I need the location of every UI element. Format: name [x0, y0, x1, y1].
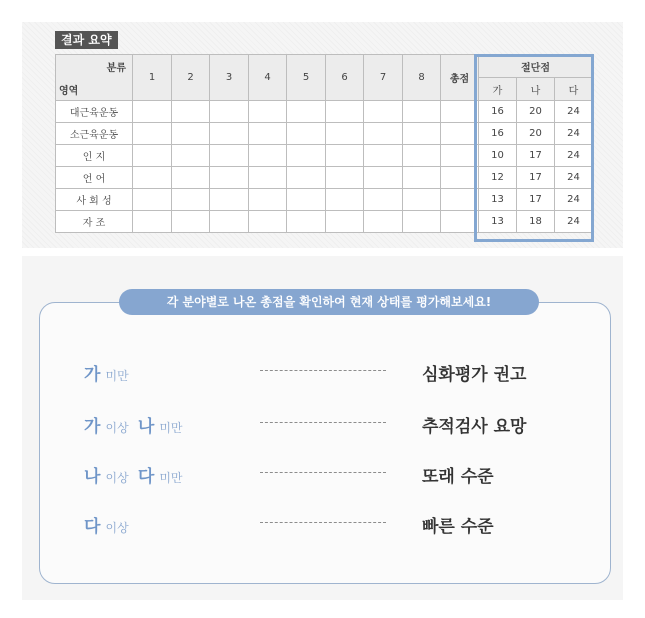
table-row	[56, 189, 593, 211]
table-row	[56, 167, 593, 189]
rule-qualifier: 이상	[105, 421, 129, 435]
rule-grade: 가	[84, 365, 101, 385]
area-label: 대근육운동	[56, 101, 133, 123]
area-label: 인 지	[56, 145, 133, 167]
score-cell[interactable]	[403, 167, 441, 189]
total-cell[interactable]	[441, 145, 479, 167]
score-cell[interactable]	[249, 145, 287, 167]
total-header: 총점	[441, 55, 479, 101]
guide-title: 각 분야별로 나온 총점을 확인하여 현재 상태를 평가해보세요!	[119, 289, 539, 315]
result-table	[55, 54, 593, 233]
score-cell[interactable]	[133, 211, 172, 233]
cutoff-value: 17	[517, 189, 555, 211]
score-cell[interactable]	[133, 145, 172, 167]
rule-result: 추적검사 요망	[422, 417, 527, 437]
rule-condition	[84, 412, 183, 437]
cutoff-value: 20	[517, 123, 555, 145]
cutoff-subheader: 나	[517, 78, 555, 101]
rule-result: 심화평가 권고	[422, 365, 527, 385]
table-row	[56, 123, 593, 145]
score-cell[interactable]	[364, 101, 403, 123]
guide-box	[39, 302, 611, 584]
score-cell[interactable]	[249, 101, 287, 123]
column-header: 8	[403, 55, 441, 101]
score-cell[interactable]	[287, 145, 326, 167]
evaluation-guide-panel	[22, 256, 623, 600]
score-cell[interactable]	[403, 189, 441, 211]
score-cell[interactable]	[249, 189, 287, 211]
score-cell[interactable]	[210, 145, 249, 167]
column-header: 5	[287, 55, 326, 101]
column-header: 3	[210, 55, 249, 101]
score-cell[interactable]	[287, 167, 326, 189]
cutoff-subheader: 다	[555, 78, 593, 101]
cutoff-value: 24	[555, 145, 593, 167]
total-cell[interactable]	[441, 211, 479, 233]
rule-condition	[84, 360, 129, 385]
cutoff-value: 18	[517, 211, 555, 233]
cutoff-value: 17	[517, 145, 555, 167]
table-row	[56, 101, 593, 123]
rule-grade: 나	[84, 467, 101, 487]
score-cell[interactable]	[326, 167, 364, 189]
rule-result: 빠른 수준	[422, 517, 494, 537]
total-cell[interactable]	[441, 167, 479, 189]
score-cell[interactable]	[364, 145, 403, 167]
total-cell[interactable]	[441, 101, 479, 123]
rule-grade: 다	[137, 467, 155, 487]
rule-qualifier: 미만	[105, 369, 129, 383]
score-cell[interactable]	[326, 101, 364, 123]
column-header: 1	[133, 55, 172, 101]
cutoff-value: 12	[479, 167, 517, 189]
column-header: 4	[249, 55, 287, 101]
score-cell[interactable]	[364, 123, 403, 145]
cutoff-value: 24	[555, 211, 593, 233]
score-cell[interactable]	[287, 123, 326, 145]
score-cell[interactable]	[133, 167, 172, 189]
table-row	[56, 145, 593, 167]
score-cell[interactable]	[249, 211, 287, 233]
rule-grade: 나	[137, 417, 155, 437]
rule-qualifier: 미만	[159, 471, 183, 485]
score-cell[interactable]	[210, 123, 249, 145]
score-cell[interactable]	[172, 189, 210, 211]
score-cell[interactable]	[172, 211, 210, 233]
dotted-leader	[260, 472, 386, 473]
score-cell[interactable]	[172, 167, 210, 189]
score-cell[interactable]	[364, 167, 403, 189]
score-cell[interactable]	[172, 145, 210, 167]
section-title: 결과 요약	[55, 31, 118, 49]
column-header: 6	[326, 55, 364, 101]
area-label: 소근육운동	[56, 123, 133, 145]
score-cell[interactable]	[210, 189, 249, 211]
score-cell[interactable]	[326, 189, 364, 211]
corner-label-area: 영역	[59, 86, 79, 97]
corner-label-category: 분류	[106, 63, 126, 74]
cutoff-value: 20	[517, 101, 555, 123]
dotted-leader	[260, 370, 386, 371]
score-cell[interactable]	[249, 123, 287, 145]
score-cell[interactable]	[210, 101, 249, 123]
score-cell[interactable]	[287, 189, 326, 211]
cutoff-value: 24	[555, 123, 593, 145]
cutoff-value: 17	[517, 167, 555, 189]
score-cell[interactable]	[249, 167, 287, 189]
score-cell[interactable]	[326, 145, 364, 167]
cutoff-value: 24	[555, 167, 593, 189]
rule-condition	[84, 462, 183, 487]
score-cell[interactable]	[210, 167, 249, 189]
score-cell[interactable]	[403, 211, 441, 233]
score-cell[interactable]	[403, 123, 441, 145]
score-cell[interactable]	[403, 101, 441, 123]
score-cell[interactable]	[287, 211, 326, 233]
cutoff-value: 10	[479, 145, 517, 167]
dotted-leader	[260, 522, 386, 523]
rule-result: 또래 수준	[422, 467, 494, 487]
cutoff-value: 16	[479, 123, 517, 145]
table-corner-header	[56, 55, 133, 101]
column-header: 2	[172, 55, 210, 101]
score-cell[interactable]	[326, 123, 364, 145]
rule-condition	[84, 512, 129, 537]
cutoff-subheader: 가	[479, 78, 517, 101]
score-cell[interactable]	[403, 145, 441, 167]
cutoff-value: 24	[555, 101, 593, 123]
cutoff-value: 16	[479, 101, 517, 123]
rule-qualifier: 미만	[159, 421, 183, 435]
rule-qualifier: 이상	[105, 521, 129, 535]
score-cell[interactable]	[287, 101, 326, 123]
score-cell[interactable]	[133, 189, 172, 211]
score-cell[interactable]	[326, 211, 364, 233]
cutoff-value: 13	[479, 189, 517, 211]
table-row	[56, 211, 593, 233]
score-cell[interactable]	[210, 211, 249, 233]
total-cell[interactable]	[441, 123, 479, 145]
rule-grade: 가	[84, 417, 101, 437]
score-cell[interactable]	[172, 123, 210, 145]
score-cell[interactable]	[172, 101, 210, 123]
dotted-leader	[260, 422, 386, 423]
score-cell[interactable]	[133, 101, 172, 123]
score-cell[interactable]	[364, 211, 403, 233]
rule-grade: 다	[84, 517, 101, 537]
cutoff-value: 13	[479, 211, 517, 233]
column-header: 7	[364, 55, 403, 101]
score-cell[interactable]	[133, 123, 172, 145]
cutoff-value: 24	[555, 189, 593, 211]
result-summary-panel	[22, 22, 623, 248]
total-cell[interactable]	[441, 189, 479, 211]
area-label: 자 조	[56, 211, 133, 233]
area-label: 언 어	[56, 167, 133, 189]
rule-qualifier: 이상	[105, 471, 129, 485]
area-label: 사 회 성	[56, 189, 133, 211]
score-cell[interactable]	[364, 189, 403, 211]
cutoff-header: 절단점	[479, 55, 593, 78]
